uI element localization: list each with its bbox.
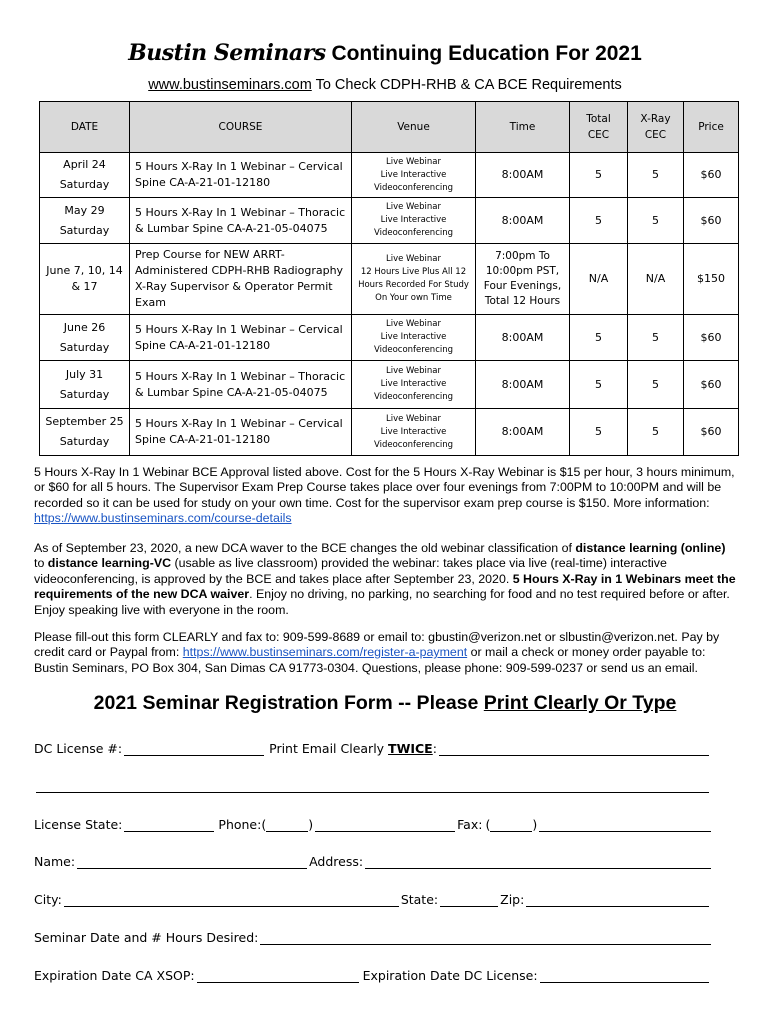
cell-price: $60 [684, 361, 739, 409]
name-label: Name: [34, 854, 76, 869]
cell-date: June 26 Saturday [40, 315, 130, 361]
form-title: 2021 Seminar Registration Form -- Please Print Clearly Or Type [93, 692, 677, 714]
cell-date: July 31 Saturday [40, 361, 130, 409]
col-xray-cec: X-Ray CEC [628, 102, 684, 153]
page-title [0, 40, 770, 66]
dc-license-label: DC License #: [34, 741, 123, 756]
table-row [40, 244, 739, 315]
cell-date: April 24 Saturday [40, 153, 130, 198]
cell-venue: Live Webinar Live Interactive Videoconferencing [352, 409, 476, 456]
cell-course: Prep Course for NEW ARRT-Administered CDPH-RHB Radiography X-Ray Supervisor & Operator Permit Exam [130, 244, 352, 315]
register-payment-link[interactable]: https://www.bustinseminars.com/register-a-payment [182, 645, 468, 660]
cell-time: 8:00AM [476, 315, 570, 361]
col-time: Time [476, 102, 570, 153]
cell-venue: Live Webinar Live Interactive Videoconferencing [352, 315, 476, 361]
cell-time: 8:00AM [476, 409, 570, 456]
cell-total-cec: 5 [570, 315, 628, 361]
cell-price: $150 [684, 244, 739, 315]
cell-xray-cec: N/A [628, 244, 684, 315]
cell-venue: Live Webinar Live Interactive Videoconferencing [352, 361, 476, 409]
cell-time: 8:00AM [476, 198, 570, 244]
zip-field[interactable] [526, 892, 709, 907]
cell-venue: Live Webinar 12 Hours Live Plus All 12 Hours Recorded For Study On Your own Time [352, 244, 476, 315]
address-label: Address: [309, 854, 364, 869]
address-field[interactable] [365, 854, 711, 869]
cell-total-cec: 5 [570, 409, 628, 456]
col-date: DATE [40, 102, 130, 153]
fax-area-code-field[interactable] [490, 817, 532, 832]
license-state-field[interactable] [124, 817, 214, 832]
table-row [40, 198, 739, 244]
form-row-license-email [34, 741, 714, 756]
cell-total-cec: 5 [570, 198, 628, 244]
cell-total-cec: 5 [570, 361, 628, 409]
cell-course: 5 Hours X-Ray In 1 Webinar – Thoracic & Lumbar Spine CA-A-21-05-04075 [130, 361, 352, 409]
table-row [40, 409, 739, 456]
form-row-seminar-date [34, 930, 714, 945]
expiration-xsop-label: Expiration Date CA XSOP: [34, 968, 195, 983]
license-state-label: License State: [34, 817, 123, 832]
cell-price: $60 [684, 315, 739, 361]
cell-xray-cec: 5 [628, 361, 684, 409]
cell-xray-cec: 5 [628, 198, 684, 244]
cell-time: 7:00pm To 10:00pm PST, Four Evenings, Total 12 Hours [476, 244, 570, 315]
state-field[interactable] [440, 892, 498, 907]
city-field[interactable] [64, 892, 399, 907]
subtitle-text: To Check CDPH-RHB & CA BCE Requirements [315, 77, 622, 93]
col-total-cec: Total CEC [570, 102, 628, 153]
table-row [40, 153, 739, 198]
info-paragraph-dca-waiver: As of September 23, 2020, a new DCA waver to the BCE changes the old webinar classification of distance learning (online) to distance learning-VC (usable as live classroom) provided the webinar: takes place via live (real-time) interactive videoconferencing, is approved by the BCE and takes place after September 23, 2020. 5 Hours X-Ray in 1 Webinars meet the requirements of the new DCA waiver. Enjoy no driving, no parking, no searching for food and no test required before or after. Enjoy speaking live with everyone in the room. [34, 541, 736, 617]
form-row-expiration [34, 968, 714, 983]
cell-date: May 29 Saturday [40, 198, 130, 244]
phone-number-field[interactable] [315, 817, 455, 832]
expiration-xsop-field[interactable] [197, 968, 359, 983]
col-course: COURSE [130, 102, 352, 153]
table-row [40, 361, 739, 409]
dc-license-field[interactable] [124, 741, 264, 756]
email-field[interactable] [439, 741, 709, 756]
cell-xray-cec: 5 [628, 153, 684, 198]
seminar-date-field[interactable] [260, 930, 711, 945]
brand-logo-text: Bustin Seminars [128, 40, 326, 66]
cell-course: 5 Hours X-Ray In 1 Webinar – Thoracic & Lumbar Spine CA-A-21-05-04075 [130, 198, 352, 244]
cell-xray-cec: 5 [628, 315, 684, 361]
cell-price: $60 [684, 409, 739, 456]
cell-total-cec: N/A [570, 244, 628, 315]
form-row-state-phone-fax: License State: Phone: ( ) Fax: ( ) [34, 817, 714, 832]
course-details-link[interactable]: https://www.bustinseminars.com/course-details [34, 511, 292, 526]
title-text: Continuing Education For 2021 [331, 42, 642, 65]
col-price: Price [684, 102, 739, 153]
print-email-label: Print Email Clearly TWICE: [269, 741, 437, 756]
cell-venue: Live Webinar Live Interactive Videoconferencing [352, 153, 476, 198]
form-row-email-repeat [34, 778, 711, 793]
fax-number-field[interactable] [539, 817, 711, 832]
expiration-dc-label: Expiration Date DC License: [362, 968, 538, 983]
table-row [40, 315, 739, 361]
phone-area-code-field[interactable] [266, 817, 308, 832]
city-label: City: [34, 892, 62, 907]
form-row-city-state-zip [34, 892, 714, 907]
zip-label: Zip: [500, 892, 525, 907]
expiration-dc-field[interactable] [540, 968, 709, 983]
fax-label: Fax: [457, 817, 483, 832]
info-paragraph-pricing: 5 Hours X-Ray In 1 Webinar BCE Approval listed above. Cost for the 5 Hours X-Ray Webinar is $15 per hour, 3 hours minimum, or $60 for all 5 hours. The Supervisor Exam Prep Course takes place over four evenings from 7:00PM to 10:00PM and will be recorded so it can be used for study on your own time. Cost for the supervisor exam prep course is $150. More information: https://www.bustinseminars.com/course-details [34, 465, 735, 526]
subtitle [0, 77, 770, 93]
cell-time: 8:00AM [476, 361, 570, 409]
col-venue: Venue [352, 102, 476, 153]
cell-course: 5 Hours X-Ray In 1 Webinar – Cervical Spine CA-A-21-01-12180 [130, 153, 352, 198]
cell-xray-cec: 5 [628, 409, 684, 456]
cell-price: $60 [684, 153, 739, 198]
cell-venue: Live Webinar Live Interactive Videoconferencing [352, 198, 476, 244]
cell-date: September 25 Saturday [40, 409, 130, 456]
seminar-date-label: Seminar Date and # Hours Desired: [34, 930, 259, 945]
email-confirm-field[interactable] [36, 778, 709, 793]
name-field[interactable] [77, 854, 307, 869]
cell-course: 5 Hours X-Ray In 1 Webinar – Cervical Spine CA-A-21-01-12180 [130, 315, 352, 361]
cell-time: 8:00AM [476, 153, 570, 198]
website-link[interactable]: www.bustinseminars.com [148, 77, 312, 93]
info-paragraph-instructions: Please fill-out this form CLEARLY and fax to: 909-599-8689 or email to: gbustin@verizon.net or slbustin@verizon.net. Pay by credit card or Paypal from: https://www.bustinseminars.com/register-a-payment or mail a check or money order payable to: Bustin Seminars, PO Box 304, San Dimas CA 91773-0304. Questions, please phone: 909-599-0237 or send us an email. [34, 630, 720, 675]
cell-price: $60 [684, 198, 739, 244]
phone-label: Phone: [218, 817, 262, 832]
cell-total-cec: 5 [570, 153, 628, 198]
form-row-name-address [34, 854, 714, 869]
schedule-table [39, 101, 739, 456]
cell-date: June 7, 10, 14 & 17 [40, 244, 130, 315]
state-label: State: [400, 892, 439, 907]
table-header-row [40, 102, 739, 153]
cell-course: 5 Hours X-Ray In 1 Webinar – Cervical Spine CA-A-21-01-12180 [130, 409, 352, 456]
